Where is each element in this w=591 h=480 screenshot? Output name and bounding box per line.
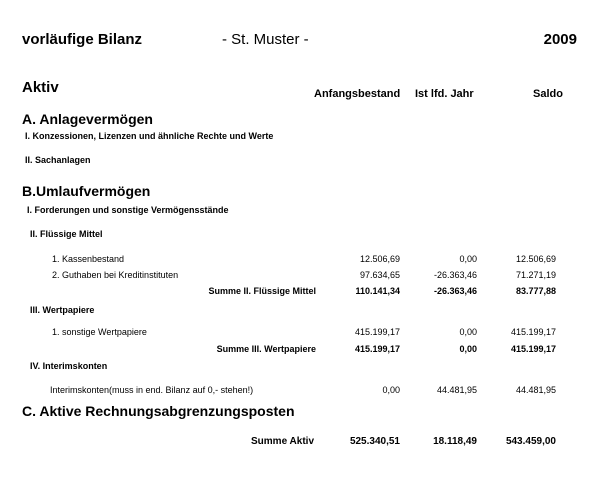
cell-saldo-interimskonten: 44.481,95 (515, 385, 556, 395)
heading-rechnungsabgrenzung: C. Aktive Rechnungsabgrenzungsposten (22, 403, 295, 419)
total-saldo: 543.459,00 (505, 436, 556, 447)
cell-anfang-kassenbestand: 12.506,69 (359, 254, 400, 264)
total-anfang: 525.340,51 (349, 436, 400, 447)
subheading-forderungen: I. Forderungen und sonstige Vermögensstände (27, 205, 229, 215)
column-header-anfangsbestand: Anfangsbestand (314, 88, 401, 100)
cell-anfang-interimskonten: 0,00 (382, 385, 400, 395)
cell-saldo-guthaben: 71.271,19 (515, 270, 556, 280)
subheading-sachanlagen: II. Sachanlagen (25, 155, 91, 165)
cell-ist-wertpapiere: 0,00 (459, 327, 477, 337)
sum-anfang-wertpapiere: 415.199,17 (354, 344, 400, 354)
report-subtitle: - St. Muster - (222, 31, 309, 48)
report-year: 2009 (543, 31, 577, 48)
sum-ist-fluessige-mittel: -26.363,46 (433, 286, 477, 296)
row-label-interimskonten: Interimskonten(muss in end. Bilanz auf 0,- stehen!) (50, 385, 254, 395)
section-aktiv: Aktiv (22, 79, 59, 96)
sum-label-fluessige-mittel: Summe II. Flüssige Mittel (208, 286, 316, 296)
heading-anlagevermoegen: A. Anlagevermögen (22, 111, 153, 127)
cell-anfang-wertpapiere: 415.199,17 (354, 327, 400, 337)
row-label-guthaben: 2. Guthaben bei Kreditinstituten (52, 270, 179, 280)
subheading-konzessionen: I. Konzessionen, Lizenzen und ähnliche Rechte und Werte (25, 131, 274, 141)
sum-saldo-fluessige-mittel: 83.777,88 (515, 286, 556, 296)
cell-anfang-guthaben: 97.634,65 (359, 270, 400, 280)
subheading-fluessige-mittel: II. Flüssige Mittel (30, 229, 103, 239)
sum-ist-wertpapiere: 0,00 (459, 344, 477, 354)
sum-saldo-wertpapiere: 415.199,17 (510, 344, 556, 354)
column-header-saldo: Saldo (533, 88, 563, 100)
total-ist: 18.118,49 (433, 436, 477, 447)
cell-ist-kassenbestand: 0,00 (459, 254, 477, 264)
row-label-sonstige-wertpapiere: 1. sonstige Wertpapiere (52, 327, 147, 337)
report-title: vorläufige Bilanz (22, 31, 143, 48)
row-label-kassenbestand: 1. Kassenbestand (52, 254, 125, 264)
cell-saldo-wertpapiere: 415.199,17 (510, 327, 556, 337)
sum-label-wertpapiere: Summe III. Wertpapiere (216, 344, 316, 354)
sum-anfang-fluessige-mittel: 110.141,34 (355, 286, 400, 296)
cell-saldo-kassenbestand: 12.506,69 (515, 254, 556, 264)
cell-ist-guthaben: -26.363,46 (433, 270, 477, 280)
column-header-ist: Ist lfd. Jahr (415, 88, 474, 100)
subheading-interimskonten: IV. Interimskonten (30, 361, 108, 371)
total-label-summe-aktiv: Summe Aktiv (251, 436, 314, 447)
subheading-wertpapiere: III. Wertpapiere (30, 305, 95, 315)
cell-ist-interimskonten: 44.481,95 (436, 385, 477, 395)
heading-umlaufvermoegen: B.Umlaufvermögen (22, 183, 151, 199)
